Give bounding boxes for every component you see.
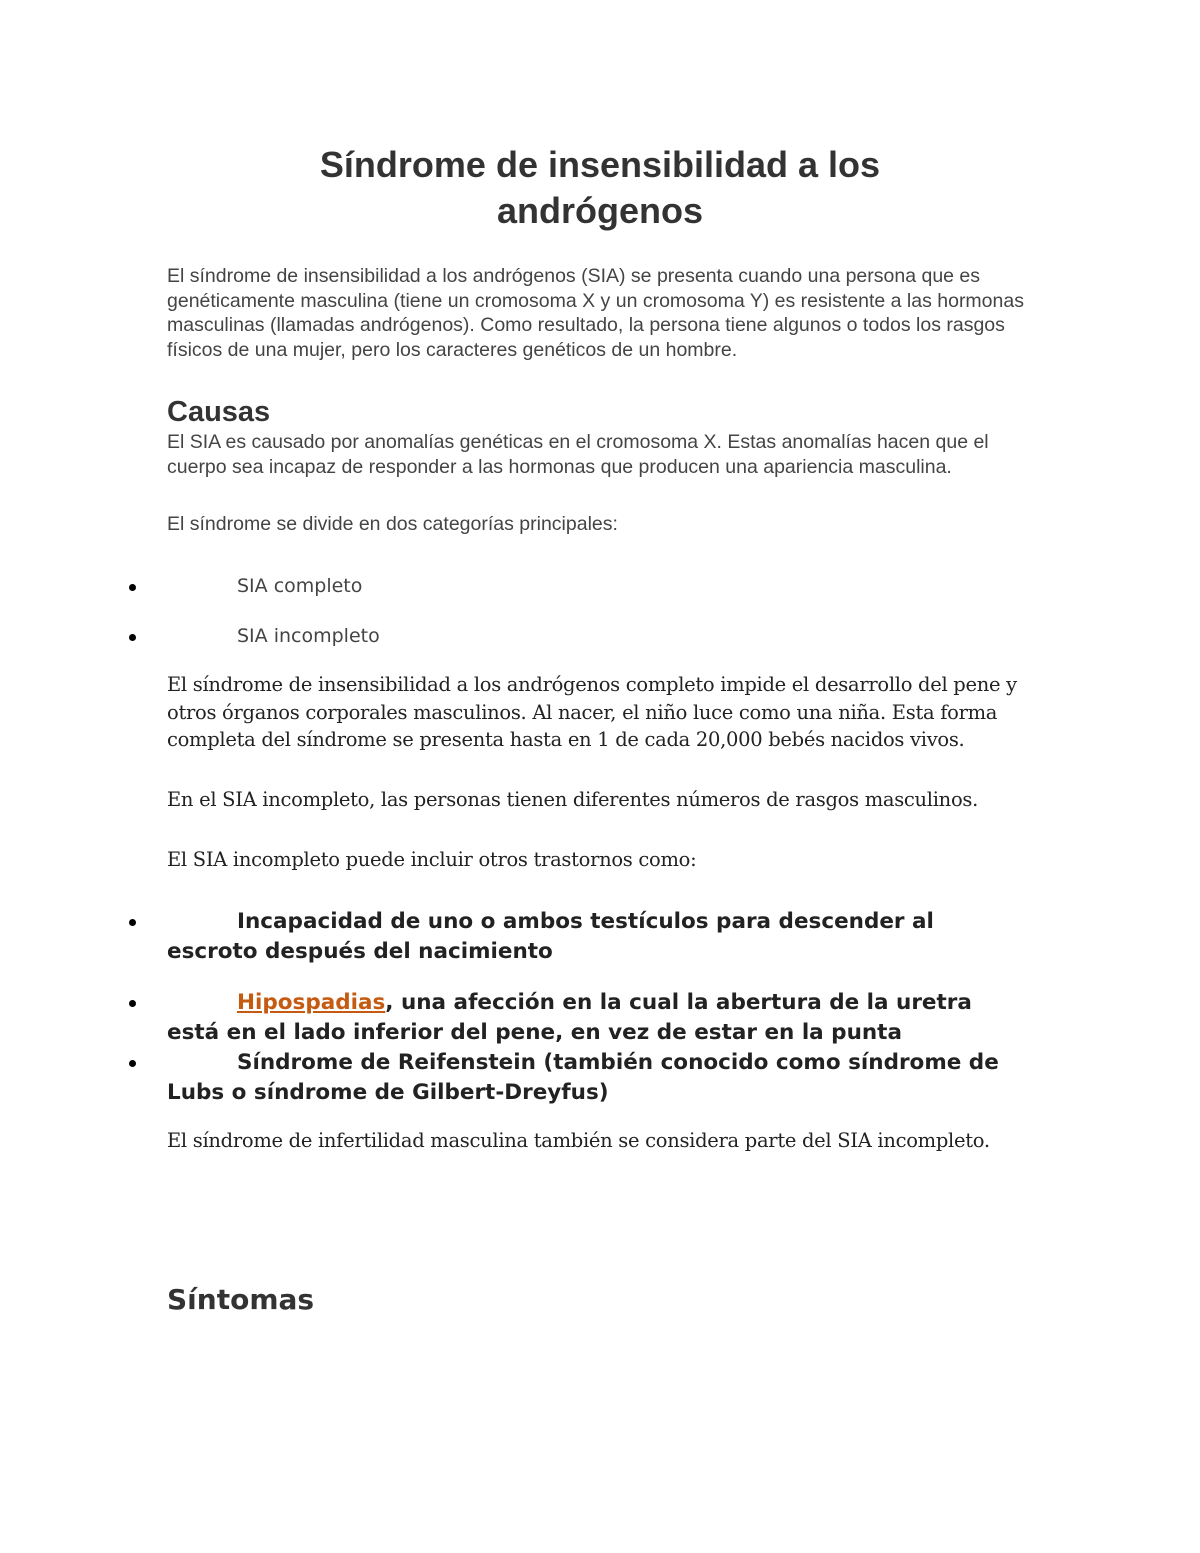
document-title: Síndrome de insensibilidad a los andrógenos (319, 144, 881, 231)
sintomas-heading: Síntomas (167, 1283, 315, 1316)
bullet-icon (129, 1000, 136, 1007)
causas-paragraph: El SIA es causado por anomalías genéticas en el cromosoma X. Estas anomalías hacen que el cuerpo sea incapaz de responder a las hormonas que producen una apariencia masculina. (167, 431, 989, 478)
trastorno-hipospadias (167, 988, 1027, 1048)
bullet-icon (129, 919, 136, 926)
hipospadias-description: , una afección en la cual la abertura de la uretra está en el lado inferior del pene, en vez de estar en la punta (167, 990, 972, 1045)
categories-intro: El síndrome se divide en dos categorías principales: (167, 513, 618, 535)
bullet-icon (129, 584, 136, 591)
infertilidad-paragraph: El síndrome de infertilidad masculina también se considera parte del SIA incompleto. (167, 1129, 990, 1152)
intro-paragraph: El síndrome de insensibilidad a los andrógenos (SIA) se presenta cuando una persona que es genéticamente masculina (tiene un cromosoma X y un cromosoma Y) es resistente a las hormonas masculinas (llamadas andrógenos). Como resultado, la persona tiene algunos o todos los rasgos físicos de una mujer, pero los caracteres genéticos de un hombre. (167, 265, 1024, 361)
bullet-icon (129, 1060, 136, 1067)
bullet-icon (129, 634, 136, 641)
incompleto-paragraph: En el SIA incompleto, las personas tienen diferentes números de rasgos masculinos. (167, 788, 978, 811)
trastorno-testiculos: Incapacidad de uno o ambos testículos para descender al escroto después del nacimiento (167, 909, 934, 964)
trastornos-intro: El SIA incompleto puede incluir otros trastornos como: (167, 848, 697, 871)
completo-paragraph: El síndrome de insensibilidad a los andrógenos completo impide el desarrollo del pene y otros órganos corporales masculinos. Al nacer, el niño luce como una niña. Esta forma completa del síndrome se presenta hasta en 1 de cada 20,000 bebés nacidos vivos. (167, 673, 1017, 751)
hipospadias-link[interactable]: Hipospadias (237, 990, 386, 1015)
causas-heading: Causas (167, 396, 271, 428)
trastorno-reifenstein: Síndrome de Reifenstein (también conocido como síndrome de Lubs o síndrome de Gilbert-Dreyfus) (167, 1050, 999, 1105)
category-incompleto: SIA incompleto (237, 625, 380, 647)
category-completo: SIA completo (237, 575, 363, 597)
